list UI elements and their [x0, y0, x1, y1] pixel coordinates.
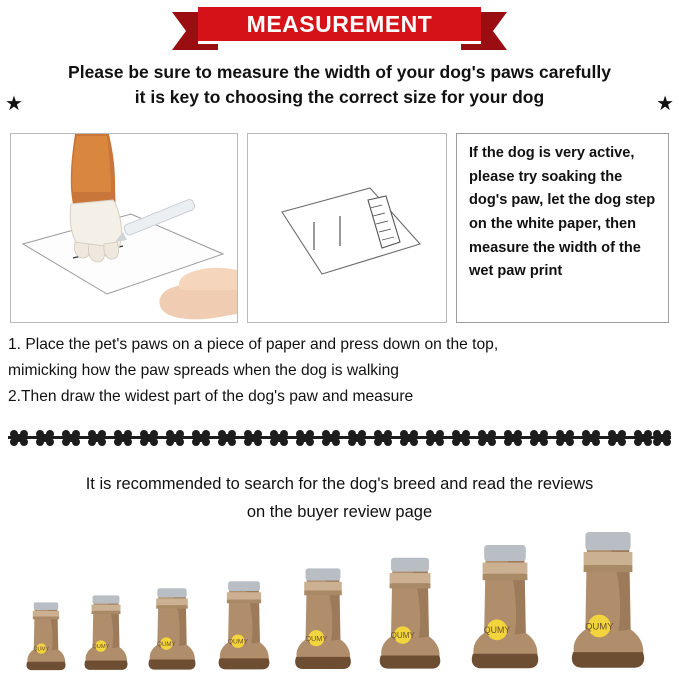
instruction-list: [8, 333, 671, 411]
boot-size-8: [559, 525, 657, 673]
svg-text:QUMY: QUMY: [227, 638, 248, 646]
dog-boot-illustration: [211, 569, 277, 673]
headline-line-1: Please be sure to measure the width of your dog's paws carefully: [68, 62, 611, 82]
bone-divider-icon: [8, 428, 671, 448]
bone-divider: [8, 428, 671, 448]
active-dog-note: [456, 133, 669, 323]
recommendation-line-1: It is recommended to search for the dog's breed and read the reviews: [85, 475, 594, 493]
active-dog-note-text: If the dog is very active, please try soaking the dog's paw, let the dog step on the white paper, then measure the width of the wet paw print: [469, 145, 656, 280]
recommendation-line-2: on the buyer review page: [246, 503, 433, 522]
svg-text:QUMY: QUMY: [92, 644, 110, 651]
boot-size-lineup: [8, 523, 671, 673]
boot-size-5: [286, 559, 360, 673]
paw-measure-diagram: [247, 133, 447, 323]
illustration-row: [10, 133, 669, 323]
boot-size-6: [369, 549, 451, 673]
banner-area: [0, 0, 679, 56]
instruction-step-1-line-1: 1. Place the pet's paws on a piece of paper and press down on the top,: [8, 336, 499, 353]
svg-text:QUMY: QUMY: [157, 640, 176, 648]
dog-boot-illustration: [79, 585, 133, 673]
headline-line-2: it is key to choosing the correct size for your dog: [134, 87, 545, 108]
svg-text:QUMY: QUMY: [584, 621, 614, 633]
boot-size-2: [79, 585, 133, 673]
dog-boot-illustration: [559, 525, 657, 673]
boot-size-4: [211, 569, 277, 673]
dog-boot-illustration: [369, 549, 451, 673]
svg-text:QUMY: QUMY: [33, 646, 50, 653]
boot-size-1: [22, 593, 70, 673]
dog-boot-illustration: [460, 537, 550, 673]
svg-text:QUMY: QUMY: [390, 630, 415, 640]
paw-tracing-illustration: [11, 134, 237, 322]
dog-boot-illustration: [286, 559, 360, 673]
svg-text:QUMY: QUMY: [483, 625, 511, 635]
instruction-step-2: 2.Then draw the widest part of the dog's paw and measure: [8, 387, 414, 405]
dog-boot-illustration: [22, 593, 70, 673]
banner-title: MEASUREMENT: [246, 10, 433, 37]
measurement-banner: [198, 4, 481, 44]
star-icon-left: ★: [5, 93, 23, 115]
svg-text:QUMY: QUMY: [305, 633, 328, 643]
recommendation-text: [0, 470, 679, 526]
instruction-step-1-line-2: mimicking how the paw spreads when the dog is walking: [8, 361, 399, 379]
paw-tracing-photo: [10, 133, 238, 323]
boot-size-3: [142, 577, 202, 673]
boot-size-7: [460, 537, 550, 673]
dog-boot-illustration: [142, 577, 202, 673]
headline: [0, 60, 679, 111]
measure-diagram-illustration: [248, 134, 446, 322]
star-icon-right: ★: [656, 93, 674, 115]
